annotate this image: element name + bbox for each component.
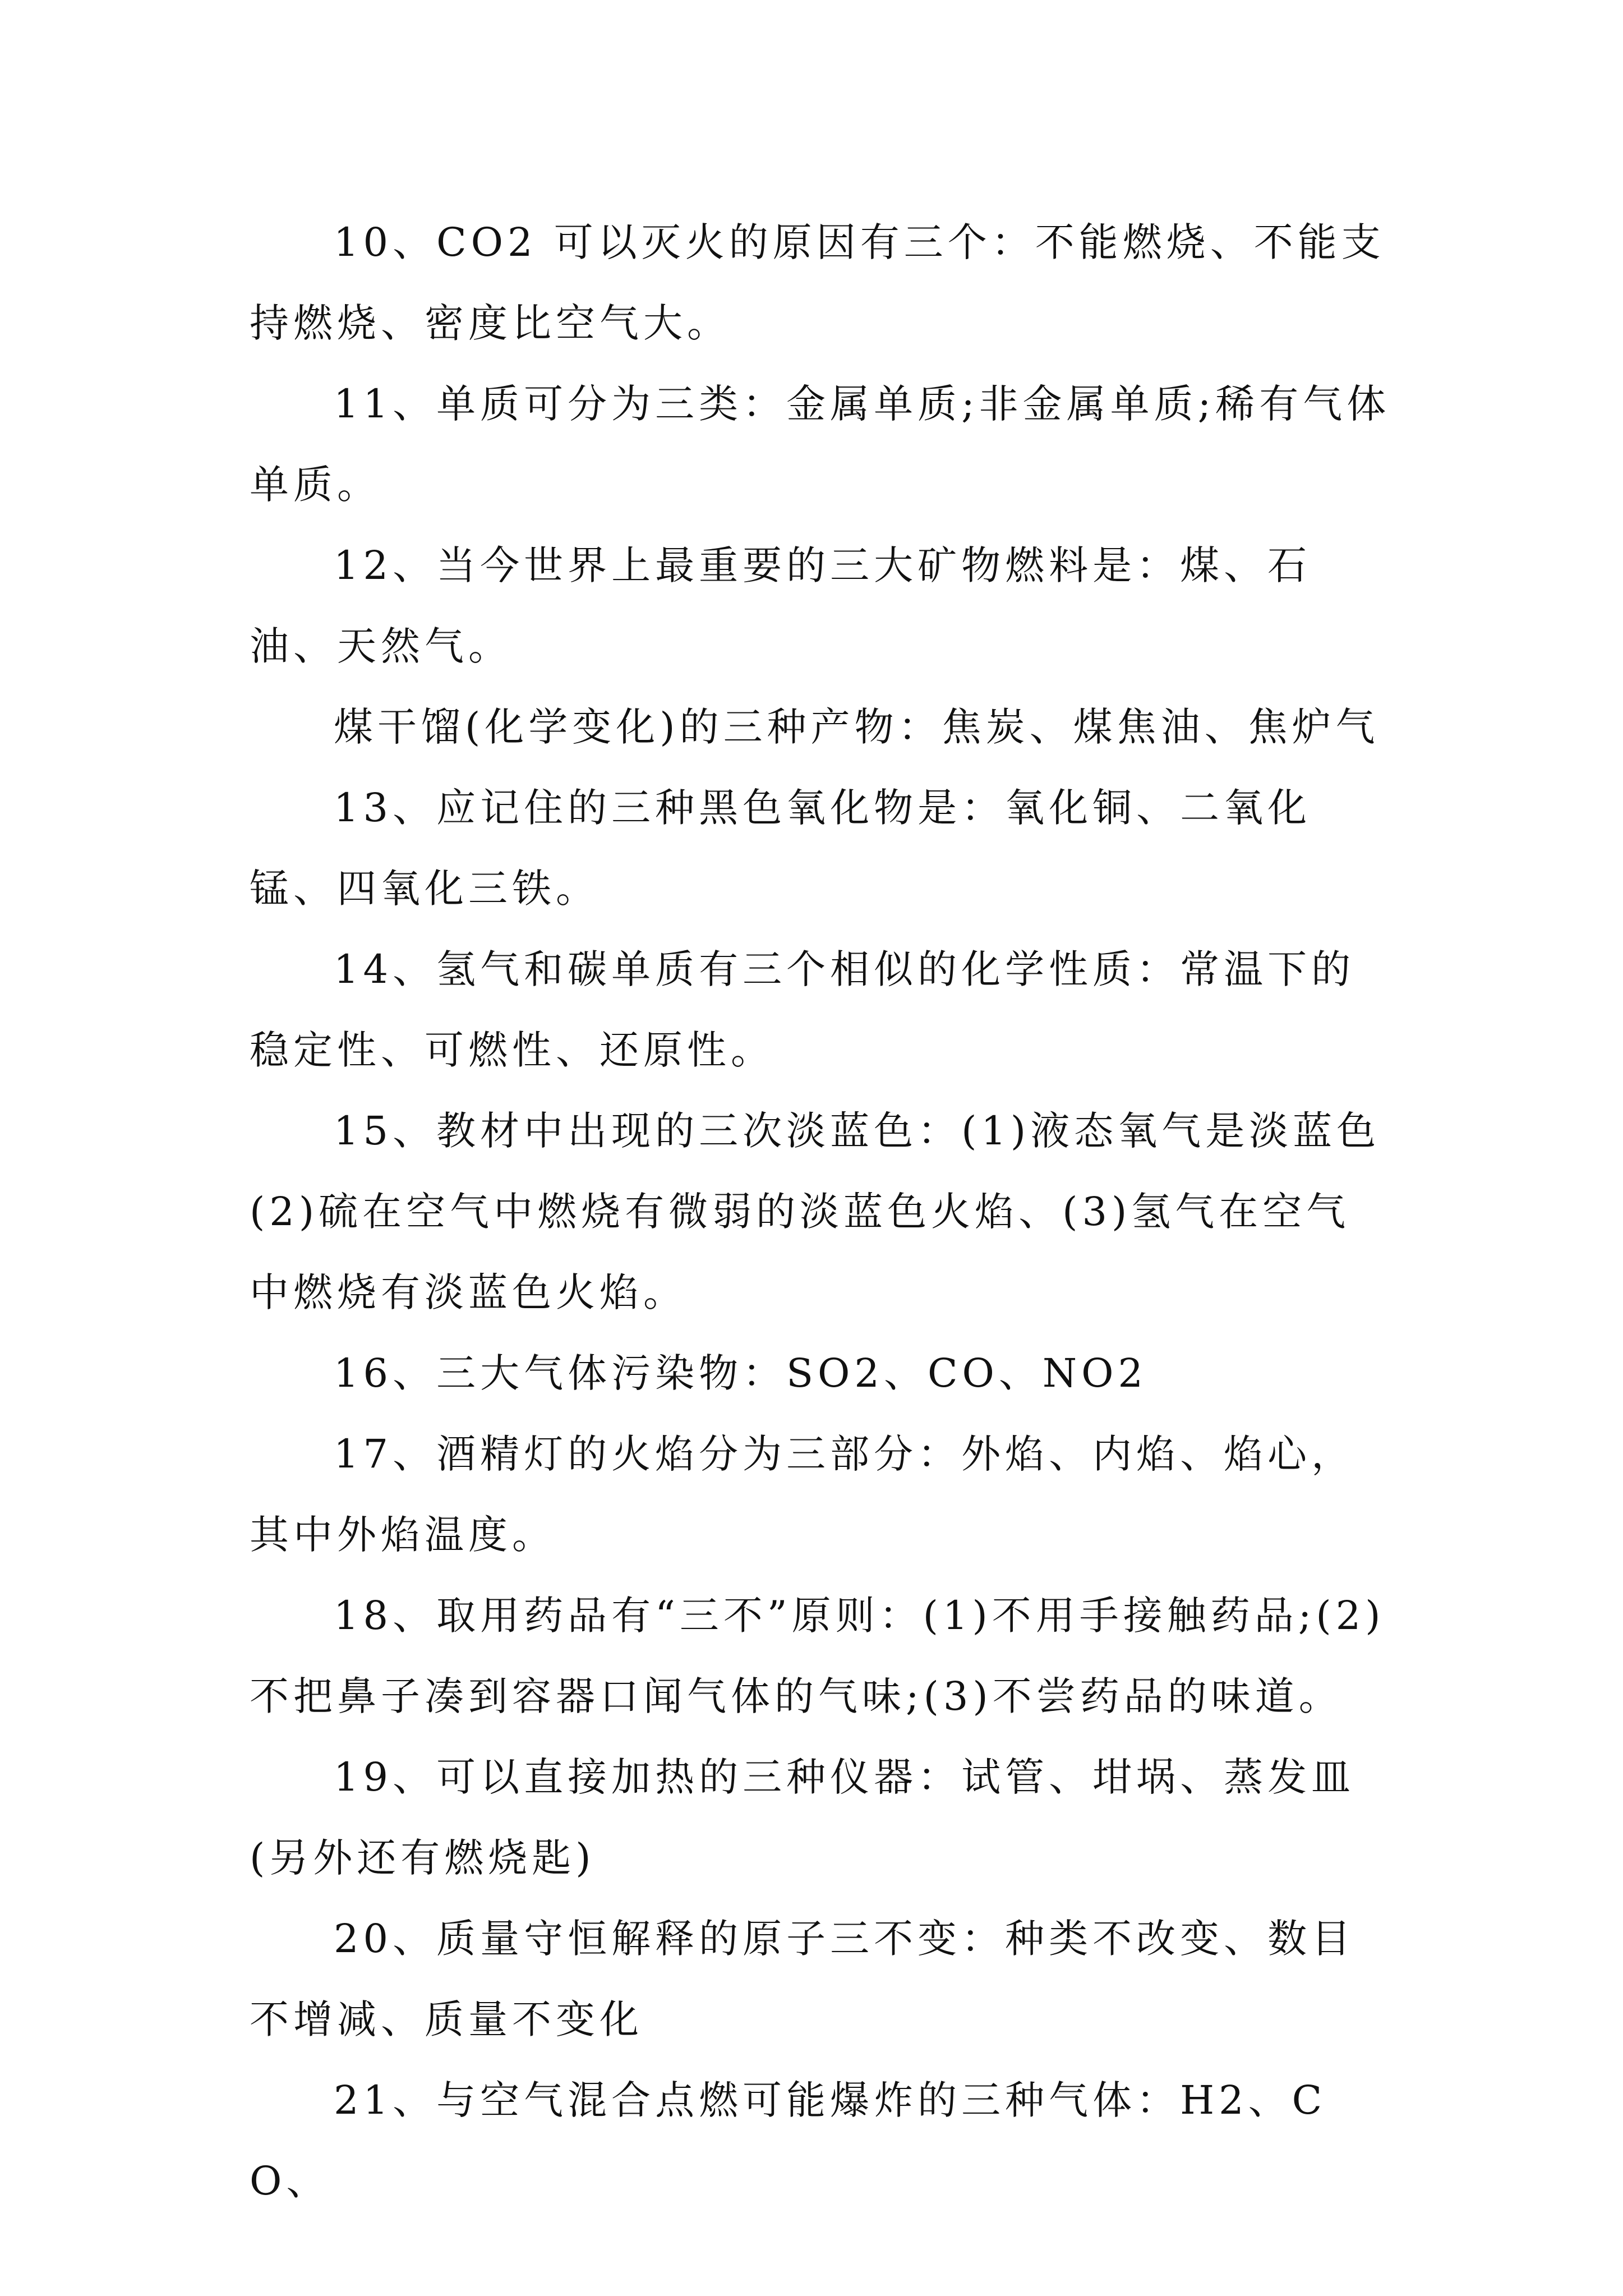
paragraph-coal-distillation: 煤干馏(化学变化)的三种产物：焦炭、煤焦油、焦炉气: [334, 704, 1380, 750]
paragraph-10: 10、CO2 可以灭火的原因有三个：不能燃烧、不能支持燃烧、密度比空气大。: [250, 219, 1385, 346]
paragraph-21: 21、与空气混合点燃可能爆炸的三种气体：H2、CO、: [250, 2077, 1327, 2204]
paragraph-19: 19、可以直接加热的三种仪器：试管、坩埚、蒸发皿(另外还有燃烧匙): [250, 1754, 1355, 1881]
paragraph-20: 20、质量守恒解释的原子三不变：种类不改变、数目不增减、质量不变化: [250, 1916, 1355, 2042]
paragraph-18: 18、取用药品有“三不”原则：(1)不用手接触药品;(2)不把鼻子凑到容器口闻气体的气味;(3)不尝药品的味道。: [250, 1593, 1385, 1719]
paragraph-15: 15、教材中出现的三次淡蓝色：(1)液态氧气是淡蓝色(2)硫在空气中燃烧有微弱的淡蓝色火焰、(3)氢气在空气中燃烧有淡蓝色火焰。: [250, 1108, 1381, 1315]
paragraph-17: 17、酒精灯的火焰分为三部分：外焰、内焰、焰心，其中外焰温度。: [250, 1431, 1355, 1558]
paragraph-13: 13、应记住的三种黑色氧化物是：氧化铜、二氧化锰、四氧化三铁。: [250, 785, 1312, 912]
paragraph-16: 16、三大气体污染物：SO2、CO、NO2: [334, 1350, 1148, 1396]
paragraph-14: 14、氢气和碳单质有三个相似的化学性质：常温下的稳定性、可燃性、还原性。: [250, 946, 1355, 1073]
paragraph-11: 11、单质可分为三类：金属单质;非金属单质;稀有气体单质。: [250, 381, 1391, 508]
document-body: [250, 202, 1394, 2221]
paragraph-12: 12、当今世界上最重要的三大矿物燃料是：煤、石油、天然气。: [250, 542, 1312, 669]
